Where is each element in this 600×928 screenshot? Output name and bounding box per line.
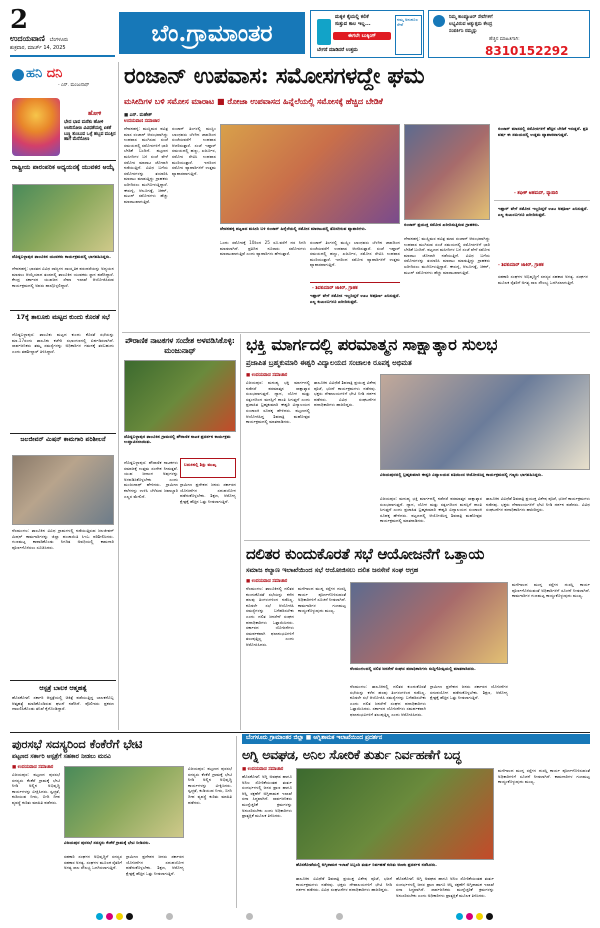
council-photo bbox=[64, 766, 184, 838]
registration-mark bbox=[166, 913, 173, 920]
story-body: ಹೊಸಕೋಟೆ: ಸರ್ಕಾರಿ ಆಸ್ಪತ್ರೆಯಲ್ಲಿ ಚಿಕಿತ್ಸೆ ಪಡೆಯುತ್ತಿದ್ದ ಬಾಲಕನೊಬ್ಬ ಆತ್ಮಹತ್ಯೆ ಮಾಡಿಕೊಂಡಿರುವ ಘಟನೆ ನಡೆದಿದೆ. ಪೊಲೀಸರು ಪ್ರಕರಣ ದಾಖಲಿಸಿಕೊಂಡು ತನಿಖೆ ಕೈಗೊಂಡಿದ್ದಾರೆ. bbox=[12, 695, 114, 712]
lead-photo-buyers bbox=[404, 124, 490, 220]
fire-body-2: ತಾಲೂಕಿನ ವಿವಿಧೆಡೆ ಶಿವರಾತ್ರಿ ಪ್ರಯುಕ್ತ ವಿಶೇಷ ಪೂಜೆ, ಭಜನೆ ಕಾರ್ಯಕ್ರಮಗಳು ನಡೆದವು. ಭಕ್ತರು ದೇವಾಲಯಗಳಿಗೆ ಭೇಟಿ ನೀಡಿ ದರ್ಶನ ಪಡೆದರು. ವಿವಿಧ ಸಂಘಟನೆಗಳ ಪದಾಧಿಕಾರಿಗಳು ಹಾಜರಿದ್ದರು. bbox=[296, 876, 392, 893]
registration-mark bbox=[126, 913, 133, 920]
fire-headline: ಅಗ್ನಿ ಅವಘಡ, ಅನಿಲ ಸೋರಿಕೆ ತುರ್ತು ನಿರ್ವಹಣೆಗೆ ಬದ್ಧ bbox=[242, 747, 461, 762]
drama-body-2: ಗ್ರಾಮೀಣ ಪ್ರದೇಶದ ಜನರು ಸರ್ಕಾರದ ಯೋಜನೆಗಳ ಸದುಪಯೋಗ ಪಡೆದುಕೊಳ್ಳಬೇಕು. ಶಿಕ್ಷಣ, ಆರೋಗ್ಯ ಕ್ಷೇತ್ರಕ್ಕೆ ಹೆಚ್ಚಿನ ಒತ್ತು ನೀಡಲಾಗುತ್ತಿದೆ. bbox=[180, 482, 236, 504]
dalit-place: ■ ಉದಯವಾಣಿ ಸಮಾಚಾರ bbox=[246, 579, 288, 584]
lead-byline: ■ ಎನ್. ಮಹೇಶ್ bbox=[124, 113, 153, 118]
bhakti-subhead: ಪ್ರಜಾಪಿತ ಬ್ರಹ್ಮಕುಮಾರಿ ಈಶ್ವರಿ ವಿದ್ಯಾಲಯದ ಸಂಚಾಲಕಿ ರೂಪಕ್ಕ ಅಭಿಮತ bbox=[246, 359, 412, 367]
ad2-contact-label: ಹೆಚ್ಚಿನ ಮಾಹಿತಿಗಾಗಿ: bbox=[489, 37, 520, 42]
dalit-headline: ದಲಿತರ ಕುಂದುಕೊರತೆ ಸಭೆ ಆಯೋಜನೆಗೆ ಒತ್ತಾಯ bbox=[246, 545, 485, 563]
council-caption: ವಿಜಯಪುರ ಪುರಸಭೆ ಸದಸ್ಯರು ಕೆಂಕೆರೆ ಗ್ರಾಮಕ್ಕೆ ಭೇಟಿ ನೀಡಿದರು. bbox=[64, 840, 151, 845]
ad2-line-2: ಲಭ್ಯವಿರುವ ಅತ್ಯುತ್ತಮ ಕೇಂದ್ರ bbox=[449, 22, 493, 27]
registration-mark bbox=[106, 913, 113, 920]
registration-mark bbox=[486, 913, 493, 920]
lead-photo-caption-2: ರಂಜಾನ್ ಪ್ರಯುಕ್ತ ಸಮೋಸ ಖರೀದಿಸುತ್ತಿರುವ ಗ್ರಾಹಕರು. bbox=[404, 222, 480, 227]
drama-body: ದೊಡ್ಡಬಳ್ಳಾಪುರ: ಪೌರಾಣಿಕ ನಾಟಕಗಳು ಸಮಾಜಕ್ಕೆ ಉತ್ತಮ ಸಂದೇಶ ನೀಡುತ್ತವೆ. ಯುವ ಜನಾಂಗ ಅವುಗಳನ್ನು ಅಳವಡಿಸಿಕೊಳ್ಳಬೇಕು ಎಂದು ಮಂಜುನಾಥ್ ಹೇಳಿದರು. ಗ್ರಾಮೀಣ ಕಲೆಗಳನ್ನು ಉಳಿಸಿ ಬೆಳೆಸುವ ಜವಾಬ್ದಾರಿ ಎಲ್ಲರ ಮೇಲಿದೆ. bbox=[124, 460, 178, 499]
hani-dani-logo bbox=[12, 66, 112, 90]
registration-mark bbox=[336, 913, 343, 920]
bhakti-body-1: ವಿಜಯಪುರ: ಮನುಷ್ಯ ಭಕ್ತಿ ಮಾರ್ಗದಲ್ಲಿ ನಡೆದರೆ ಪರಮಾತ್ಮನ ಸಾಕ್ಷಾತ್ಕಾರ ಸುಲಭವಾಗುತ್ತದೆ. ಧ್ಯಾನ, ಯೋಗ ಮತ್ತು ಸತ್ಸಂಗದಿಂದ ಮನಸ್ಸಿಗೆ ಶಾಂತಿ ಸಿಗುತ್ತದೆ ಎಂದು ಪ್ರಜಾಪಿತ ಬ್ರಹ್ಮಕುಮಾರಿ ಈಶ್ವರಿ ವಿದ್ಯಾಲಯದ ಸಂಚಾಲಕಿ ರೂಪಕ್ಕ ಹೇಳಿದರು. ಪಟ್ಟಣದಲ್ಲಿ ಆಯೋಜಿಸಿದ್ದ ಶಿವರಾತ್ರಿ ಮಹೋತ್ಸವ ಕಾರ್ಯಕ್ರಮದಲ್ಲಿ ಮಾತನಾಡಿದರು. bbox=[246, 380, 310, 425]
paper-name bbox=[10, 34, 68, 44]
page-number: 2 bbox=[10, 5, 29, 35]
dalit-subhead: ಸಮಾಜ ಕಲ್ಯಾಣ ಇಲಾಖೆಯಿಂದ ಸಭೆ ಆಯೋಜಿಸಲು ದಲಿತ ಜನಸೇನೆ ಸಂಘ ಆಗ್ರಹ bbox=[246, 566, 419, 574]
lead-subhead: ಮಸೀದಿಗಳ ಬಳಿ ಸಮೋಸ ಮಾರಾಟ ■ ರೋಜಾ ಉಪವಾಸದ ಹಿನ್ನೆಲೆಯಲ್ಲಿ ಸಮೋಸಕ್ಕೆ ಹೆಚ್ಚಿದ ಬೇಡಿಕೆ bbox=[124, 97, 383, 106]
lead-body-2: ಒಂದು ಸಮೋಸಕ್ಕೆ 10ರಿಂದ 25 ರೂ.ವರೆಗೆ ದರ ನಿಗದಿ ಮಾಡಲಾಗಿದೆ. ಪ್ರತಿದಿನ ನೂರಾರು ಸಮೋಸಗಳು ಮಾರಾಟವಾಗುತ್ತಿವೆ ಎಂದು ವ್ಯಾಪಾರಿಗಳು ಹೇಳುತ್ತಾರೆ. bbox=[220, 240, 306, 257]
lead-quote-author: - ಶಿವಕುಮಾರ್ ಜಾಕಿರ್, ಗ್ರಾಹಕ bbox=[312, 286, 358, 291]
lead-body-1b: ರಂಜಾನ್ ತಿಂಗಳಲ್ಲಿ ಮುಸ್ಲಿಂ ಬಾಂಧವರು ಬೆಳಗಿನ ಜಾವದಿಂದ ಸಂಜೆಯವರೆಗೆ ಉಪವಾಸ ಆಚರಿಸುತ್ತಾರೆ. ಸಂಜೆ ಇಫ್ತಾರ್ ಸಮಯದಲ್ಲಿ ಹಣ್ಣು, ಖರ್ಜೂರ, ಸಮೋಸ ಸೇವಿಸಿ ಉಪವಾಸ ಮುರಿಯುತ್ತಾರೆ. ಇದರಿಂದ ಸಮೋಸ ವ್ಯಾಪಾರಿಗಳಿಗೆ ಉತ್ತಮ ವ್ಯಾಪಾರವಾಗುತ್ತಿದೆ. bbox=[172, 126, 216, 176]
lead-body-4: ದೇವನಹಳ್ಳಿ: ಮುಸ್ಲಿಮರ ಪವಿತ್ರ ಮಾಸ ರಂಜಾನ್ ಆರಂಭವಾಗಿದ್ದು ಉಪವಾಸ ಮುಗಿಸುವ ಸಂಜೆ ಸಮಯದಲ್ಲಿ ಸಮೋಸಗಳಿಗೆ ಭಾರಿ ಬೇಡಿಕೆ ಬಂದಿದೆ. ಪಟ್ಟಣದ ಮಸೀದಿಗಳ ಬಳಿ ಸಂಜೆ ವೇಳೆ ಸಮೋಸ ಮಾರಾಟ ಜೋರಾಗಿ ನಡೆಯುತ್ತಿದೆ. ವಿವಿಧ ಬಗೆಯ ಸಮೋಸಗಳನ್ನು ತಯಾರಿಸಿ ಮಾರಾಟ ಮಾಡುತ್ತಿದ್ದು ಗ್ರಾಹಕರು ಖರೀದಿಸಲು ಮುಗಿಬೀಳುತ್ತಿದ್ದಾರೆ. ಈರುಳ್ಳಿ, ಆಲೂಗಡ್ಡೆ, ಚಿಕನ್, ಮಟನ್ ಸಮೋಸಗಳು ಹೆಚ್ಚು ಮಾರಾಟವಾಗುತ್ತಿವೆ. bbox=[404, 236, 490, 275]
drama-sidebox bbox=[180, 458, 236, 478]
fire-body-1: ಹೊಸಕೋಟೆ: ಅಗ್ನಿ ಅವಘಡ ಹಾಗೂ ಅನಿಲ ಸೋರಿಕೆಯಂತಹ ತುರ್ತು ಸಂದರ್ಭಗಳಲ್ಲಿ ಜನರ ಪ್ರಾಣ ಹಾಗೂ ಆಸ್ತಿ ರಕ್ಷಣೆಗೆ ಅಗ್ನಿಶಾಮಕ ಇಲಾಖೆ ಸದಾ ಸಿದ್ಧವಾಗಿದೆ. ಸಾರ್ವಜನಿಕರು ಮುನ್ನೆಚ್ಚರಿಕೆ ಕ್ರಮಗಳನ್ನು ಅನುಸರಿಸಬೇಕು ಎಂದು ಅಧಿಕಾರಿಗಳು ಪ್ರಾತ್ಯಕ್ಷಿಕೆ ಮೂಲಕ ತಿಳಿಸಿದರು. bbox=[242, 774, 292, 819]
lead-quote-text: ಇಫ್ತಾರ್ ವೇಳೆ ಸಮೋಸ ಇಲ್ಲದಿದ್ದರೆ ಊಟ ಅಪೂರ್ಣ ಎನಿಸುತ್ತದೆ. ಎಲ್ಲ ಕುಟುಂಬಗಳೂ ಖರೀದಿಸುತ್ತವೆ. bbox=[310, 293, 400, 304]
story-body: ನೆಲಮಂಗಲ: ತಾಲೂಕಿನ ವಿವಿಧ ಗ್ರಾಮಗಳಲ್ಲಿ ನಡೆಯುತ್ತಿರುವ ಜಲಜೀವನ್ ಮಿಷನ್ ಕಾಮಗಾರಿಗಳನ್ನು ಜಿಲ್ಲಾ ಪಂಚಾಯಿತಿ ಸಿಇಒ ಪರಿಶೀಲಿಸಿದರು. ಗುಣಮಟ್ಟ ಕಾಪಾಡಿಕೊಂಡು ನಿಗದಿತ ಅವಧಿಯಲ್ಲಿ ಕಾಮಗಾರಿ ಪೂರ್ಣಗೊಳಿಸಲು ಸೂಚಿಸಿದರು. bbox=[12, 528, 114, 550]
fire-place: ■ ಉದಯವಾಣಿ ಸಮಾಚಾರ bbox=[242, 767, 284, 772]
dalit-body-5: ಮಳೆಗಾಲದ ಮುನ್ನ ರಸ್ತೆಗಳ ದುರಸ್ತಿ ಕಾರ್ಯ ಪೂರ್ಣಗೊಳಿಸುವಂತೆ ಅಧಿಕಾರಿಗಳಿಗೆ ಸೂಚನೆ ನೀಡಲಾಗಿದೆ. ಕಾಮಗಾರಿಗಳ ಗುಣಮಟ್ಟ ಕಾಯ್ದುಕೊಳ್ಳುವುದು ಮುಖ್ಯ. bbox=[512, 582, 590, 599]
lead-quote-2-author: - ಶಿವಕುಮಾರ್ ಜಾಕಿರ್, ಗ್ರಾಹಕ bbox=[498, 263, 544, 268]
fire-body-4: ಮಳೆಗಾಲದ ಮುನ್ನ ರಸ್ತೆಗಳ ದುರಸ್ತಿ ಕಾರ್ಯ ಪೂರ್ಣಗೊಳಿಸುವಂತೆ ಅಧಿಕಾರಿಗಳಿಗೆ ಸೂಚನೆ ನೀಡಲಾಗಿದೆ. ಕಾಮಗಾರಿಗಳ ಗುಣಮಟ್ಟ ಕಾಯ್ದುಕೊಳ್ಳುವುದು ಮುಖ್ಯ. bbox=[498, 768, 590, 785]
section-divider bbox=[10, 732, 590, 733]
drop-icon bbox=[12, 69, 24, 81]
registration-mark bbox=[246, 913, 253, 920]
lead-quote-1: ರಂಜಾನ್ ಮಾಸದಲ್ಲಿ ಸಮೋಸಗಳಿಗೆ ಹೆಚ್ಚಿನ ಬೇಡಿಕೆ ಇರುತ್ತದೆ. ಪ್ರತಿ ವರ್ಷ ಈ ಸಮಯದಲ್ಲಿ ಉತ್ತಮ ವ್ಯಾಪಾರವಾಗುತ್ತದೆ. bbox=[498, 126, 588, 137]
right-rail-text: ಸಹಕಾರಿ ಸಂಘಗಳ ಅಭಿವೃದ್ಧಿಗೆ ಸದಸ್ಯರ ಸಹಕಾರ ಅಗತ್ಯ. ಸಂಘಗಳ ಮೂಲಕ ರೈತರಿಗೆ ಅಗತ್ಯ ಸಾಲ ಸೌಲಭ್ಯ ಒದಗಿಸಲಾಗುತ್ತಿದೆ. bbox=[498, 274, 588, 285]
story-heading: ಜಲಜೀವನ್ ಮಿಷನ್ ಕಾಮಗಾರಿ ಪರಿಶೀಲನೆ bbox=[20, 436, 106, 443]
bhakti-body-2: ತಾಲೂಕಿನ ವಿವಿಧೆಡೆ ಶಿವರಾತ್ರಿ ಪ್ರಯುಕ್ತ ವಿಶೇಷ ಪೂಜೆ, ಭಜನೆ ಕಾರ್ಯಕ್ರಮಗಳು ನಡೆದವು. ಭಕ್ತರು ದೇವಾಲಯಗಳಿಗೆ ಭೇಟಿ ನೀಡಿ ದರ್ಶನ ಪಡೆದರು. ವಿವಿಧ ಸಂಘಟನೆಗಳ ಪದಾಧಿಕಾರಿಗಳು ಹಾಜರಿದ್ದರು. bbox=[314, 380, 376, 408]
lead-quote-box bbox=[310, 282, 400, 326]
ad-pill: ಈಗಲೇ ಬುಕ್ಕಿಂಗ್ bbox=[333, 32, 391, 40]
divider bbox=[10, 310, 116, 311]
bhakti-photo bbox=[380, 374, 590, 470]
dalit-body-2: ಮಳೆಗಾಲದ ಮುನ್ನ ರಸ್ತೆಗಳ ದುರಸ್ತಿ ಕಾರ್ಯ ಪೂರ್ಣಗೊಳಿಸುವಂತೆ ಅಧಿಕಾರಿಗಳಿಗೆ ಸೂಚನೆ ನೀಡಲಾಗಿದೆ. ಕಾಮಗಾರಿಗಳ ಗುಣಮಟ್ಟ ಕಾಯ್ದುಕೊಳ್ಳುವುದು ಮುಖ್ಯ. bbox=[298, 586, 346, 614]
fire-tag-strip bbox=[242, 734, 590, 744]
ad2-line-1: ನಿಮ್ಮ ಕಾಂಪ್ಯೂಟರ್ ಸೇವೆಗಳಿಗೆ bbox=[449, 15, 493, 20]
bhakti-place: ■ ಉದಯವಾಣಿ ಸಮಾಚಾರ bbox=[246, 373, 288, 378]
fire-caption: ಹೊಸಕೋಟೆಯಲ್ಲಿ ಅಗ್ನಿಶಾಮಕ ಇಲಾಖೆ ಸಿಬ್ಬಂದಿ ತುರ್ತು ನಿರ್ವಹಣೆ ಕುರಿತು ಅಣಕು ಪ್ರದರ್ಶನ ನಡೆಸಿದರು. bbox=[296, 862, 437, 867]
bhakti-caption: ವಿಜಯಪುರದಲ್ಲಿ ಬ್ರಹ್ಮಕುಮಾರಿ ಈಶ್ವರಿ ವಿದ್ಯಾಲಯದ ವತಿಯಿಂದ ಆಯೋಜಿಸಿದ್ದ ಕಾರ್ಯಕ್ರಮದಲ್ಲಿ ಗಣ್ಯರು ಭಾಗವಹಿಸಿದ್ದರು. bbox=[380, 472, 543, 477]
registration-mark bbox=[456, 913, 463, 920]
edition-label: ಬೆಂಗಳೂರು bbox=[49, 37, 69, 43]
lead-quote-2: ಇಫ್ತಾರ್ ವೇಳೆ ಸಮೋಸ ಇಲ್ಲದಿದ್ದರೆ ಊಟ ಅಪೂರ್ಣ ಎನಿಸುತ್ತದೆ. ಎಲ್ಲ ಕುಟುಂಬಗಳೂ ಖರೀದಿಸುತ್ತವೆ. bbox=[498, 206, 588, 217]
fire-photo bbox=[296, 768, 494, 860]
ad-line-2: ಸುತ್ತುವ ಕಾಲ ಇಲ್ಲ... bbox=[335, 21, 371, 27]
section-banner bbox=[119, 12, 305, 54]
bhakti-body-3: ವಿಜಯಪುರ: ಮನುಷ್ಯ ಭಕ್ತಿ ಮಾರ್ಗದಲ್ಲಿ ನಡೆದರೆ ಪರಮಾತ್ಮನ ಸಾಕ್ಷಾತ್ಕಾರ ಸುಲಭವಾಗುತ್ತದೆ. ಧ್ಯಾನ, ಯೋಗ ಮತ್ತು ಸತ್ಸಂಗದಿಂದ ಮನಸ್ಸಿಗೆ ಶಾಂತಿ ಸಿಗುತ್ತದೆ ಎಂದು ಪ್ರಜಾಪಿತ ಬ್ರಹ್ಮಕುಮಾರಿ ಈಶ್ವರಿ ವಿದ್ಯಾಲಯದ ಸಂಚಾಲಕಿ ರೂಪಕ್ಕ ಹೇಳಿದರು. ಪಟ್ಟಣದಲ್ಲಿ ಆಯೋಜಿಸಿದ್ದ ಶಿವರಾತ್ರಿ ಮಹೋತ್ಸವ ಕಾರ್ಯಕ್ರಮದಲ್ಲಿ ಮಾತನಾಡಿದರು. bbox=[380, 496, 482, 524]
lead-quote-1-author: - ಶಫೀಕ್ ಅಹಮದ್, ವ್ಯಾಪಾರಿ bbox=[514, 191, 558, 196]
header-rule bbox=[10, 55, 115, 57]
sidebar-divider bbox=[494, 200, 590, 201]
divider bbox=[10, 160, 116, 161]
lead-photo-caption-1: ದೇವನಹಳ್ಳಿ ಪಟ್ಟಣದ ಮಸೀದಿ ಬಳಿ ರಂಜಾನ್ ಹಿನ್ನೆಲೆಯಲ್ಲಿ ಸಮೋಸ ಮಾರಾಟದಲ್ಲಿ ತೊಡಗಿರುವ ವ್ಯಾಪಾರಿಗಳು. bbox=[220, 226, 367, 231]
ad2-line-3: ಸಂಪರ್ಕಿಸಿ ನಮ್ಮನ್ನು bbox=[449, 29, 478, 34]
ad2-phone-number: 8310152292 bbox=[485, 44, 569, 58]
divider bbox=[10, 433, 116, 434]
registration-mark bbox=[476, 913, 483, 920]
section-divider bbox=[244, 540, 590, 541]
lead-body-3: ರಂಜಾನ್ ತಿಂಗಳಲ್ಲಿ ಮುಸ್ಲಿಂ ಬಾಂಧವರು ಬೆಳಗಿನ ಜಾವದಿಂದ ಸಂಜೆಯವರೆಗೆ ಉಪವಾಸ ಆಚರಿಸುತ್ತಾರೆ. ಸಂಜೆ ಇಫ್ತಾರ್ ಸಮಯದಲ್ಲಿ ಹಣ್ಣು, ಖರ್ಜೂರ, ಸಮೋಸ ಸೇವಿಸಿ ಉಪವಾಸ ಮುರಿಯುತ್ತಾರೆ. ಇದರಿಂದ ಸಮೋಸ ವ್ಯಾಪಾರಿಗಳಿಗೆ ಉತ್ತಮ ವ್ಯಾಪಾರವಾಗುತ್ತಿದೆ. bbox=[310, 240, 400, 268]
holi-poem: ಭೇದ ಭಾವ ಮರೆತು ಹೋಳಿ ಆಚರಿಸೋಣ ವಿವಿಧತೆಯಲ್ಲಿ ಏಕತೆ ಬಣ್ಣ ತುಂಬುವ ಒಳ್ಳೆ ಹಬ್ಬವ ಮುತ್ತಿನ ಹಾಗೆ ಮೆರೆಸೋಣ bbox=[64, 120, 116, 143]
advertisement-right bbox=[428, 10, 590, 58]
lead-sidebar bbox=[494, 124, 590, 330]
story-photo bbox=[12, 184, 114, 252]
dalit-body-1: ನೆಲಮಂಗಲ: ತಾಲೂಕಿನಲ್ಲಿ ದಲಿತರ ಕುಂದುಕೊರತೆ ಸಭೆಯನ್ನು ಕಳೆದ ಹಲವು ತಿಂಗಳುಗಳಿಂದ ನಡೆಸಿಲ್ಲ. ಕೂಡಲೇ ಸಭೆ ಆಯೋಜಿಸಿ ಸಮಸ್ಯೆಗಳನ್ನು ಬಗೆಹರಿಸಬೇಕು ಎಂದು ದಲಿತ ಜನಸೇನೆ ಸಂಘದ ಪದಾಧಿಕಾರಿಗಳು ಒತ್ತಾಯಿಸಿದರು. ಸರ್ಕಾರದ ಯೋಜನೆಗಳು ಸಮರ್ಪಕವಾಗಿ ಫಲಾನುಭವಿಗಳಿಗೆ ತಲುಪುತ್ತಿಲ್ಲ ಎಂದು ಆರೋಪಿಸಿದರು. bbox=[246, 586, 294, 647]
ad-line-1: ಮಕ್ಕಳ ಕೈಯಲ್ಲಿ ಕಲಿಕೆ bbox=[335, 14, 369, 20]
column-byline: - ಎನ್. ಮಂಜುನಾಥ್ bbox=[58, 83, 90, 88]
paper-name-text: ಉದಯವಾಣಿ bbox=[10, 34, 45, 43]
holi-illustration bbox=[12, 98, 60, 156]
story-heading: 17ಕ್ಕೆ ತಾಲೂಕು ಮಟ್ಟದ ಕುಂದು ಕೊರತೆ ಸಭೆ bbox=[16, 313, 110, 321]
drama-headline: ಪೌರಾಣಿಕ ನಾಟಕಗಳ ಸಂದೇಶ ಅಳವಡಿಸಿಕೊಳ್ಳಿ: ಮಂಜುನಾಥ್ bbox=[125, 336, 235, 355]
lead-place: ಉದಯವಾಣಿ ಸಮಾಚಾರ bbox=[124, 119, 160, 124]
dalit-caption: ನೆಲಮಂಗಲದಲ್ಲಿ ದಲಿತ ಜನಸೇನೆ ಸಂಘದ ಪದಾಧಿಕಾರಿಗಳು ಸುದ್ದಿಗೋಷ್ಠಿಯಲ್ಲಿ ಮಾತನಾಡಿದರು. bbox=[350, 666, 476, 671]
ad-line-3: ಬೇಗನೆ ಮಾಡಿದರೆ ಉತ್ತಮ bbox=[317, 48, 358, 53]
dalit-body-3: ನೆಲಮಂಗಲ: ತಾಲೂಕಿನಲ್ಲಿ ದಲಿತರ ಕುಂದುಕೊರತೆ ಸಭೆಯನ್ನು ಕಳೆದ ಹಲವು ತಿಂಗಳುಗಳಿಂದ ನಡೆಸಿಲ್ಲ. ಕೂಡಲೇ ಸಭೆ ಆಯೋಜಿಸಿ ಸಮಸ್ಯೆಗಳನ್ನು ಬಗೆಹರಿಸಬೇಕು ಎಂದು ದಲಿತ ಜನಸೇನೆ ಸಂಘದ ಪದಾಧಿಕಾರಿಗಳು ಒತ್ತಾಯಿಸಿದರು. ಸರ್ಕಾರದ ಯೋಜನೆಗಳು ಸಮರ್ಪಕವಾಗಿ ಫಲಾನುಭವಿಗಳಿಗೆ ತಲುಪುತ್ತಿಲ್ಲ ಎಂದು ಆರೋಪಿಸಿದರು. bbox=[350, 684, 426, 717]
lead-headline: ರಂಜಾನ್ ಉಪವಾಸ: ಸಮೋಸಗಳದ್ದೇ ಘಮ bbox=[124, 63, 425, 89]
fire-body-3: ಹೊಸಕೋಟೆ: ಅಗ್ನಿ ಅವಘಡ ಹಾಗೂ ಅನಿಲ ಸೋರಿಕೆಯಂತಹ ತುರ್ತು ಸಂದರ್ಭಗಳಲ್ಲಿ ಜನರ ಪ್ರಾಣ ಹಾಗೂ ಆಸ್ತಿ ರಕ್ಷಣೆಗೆ ಅಗ್ನಿಶಾಮಕ ಇಲಾಖೆ ಸದಾ ಸಿದ್ಧವಾಗಿದೆ. ಸಾರ್ವಜನಿಕರು ಮುನ್ನೆಚ್ಚರಿಕೆ ಕ್ರಮಗಳನ್ನು ಅನುಸರಿಸಬೇಕು ಎಂದು ಅಧಿಕಾರಿಗಳು ಪ್ರಾತ್ಯಕ್ಷಿಕೆ ಮೂಲಕ ತಿಳಿಸಿದರು. bbox=[396, 876, 494, 898]
lead-body-1: ದೇವನಹಳ್ಳಿ: ಮುಸ್ಲಿಮರ ಪವಿತ್ರ ಮಾಸ ರಂಜಾನ್ ಆರಂಭವಾಗಿದ್ದು ಉಪವಾಸ ಮುಗಿಸುವ ಸಂಜೆ ಸಮಯದಲ್ಲಿ ಸಮೋಸಗಳಿಗೆ ಭಾರಿ ಬೇಡಿಕೆ ಬಂದಿದೆ. ಪಟ್ಟಣದ ಮಸೀದಿಗಳ ಬಳಿ ಸಂಜೆ ವೇಳೆ ಸಮೋಸ ಮಾರಾಟ ಜೋರಾಗಿ ನಡೆಯುತ್ತಿದೆ. ವಿವಿಧ ಬಗೆಯ ಸಮೋಸಗಳನ್ನು ತಯಾರಿಸಿ ಮಾರಾಟ ಮಾಡುತ್ತಿದ್ದು ಗ್ರಾಹಕರು ಖರೀದಿಸಲು ಮುಗಿಬೀಳುತ್ತಿದ್ದಾರೆ. ಈರುಳ್ಳಿ, ಆಲೂಗಡ್ಡೆ, ಚಿಕನ್, ಮಟನ್ ಸಮೋಸಗಳು ಹೆಚ್ಚು ಮಾರಾಟವಾಗುತ್ತಿವೆ. bbox=[124, 126, 168, 204]
drama-photo bbox=[124, 360, 236, 432]
registration-mark bbox=[116, 913, 123, 920]
story-body: ದೊಡ್ಡಬಳ್ಳಾಪುರ: ತಾಲೂಕು ಮಟ್ಟದ ಕುಂದು ಕೊರತೆ ಸಭೆಯನ್ನು ಮಾ.17ರಂದು ತಾಲೂಕು ಕಚೇರಿ ಸಭಾಂಗಣದಲ್ಲಿ ಏರ್ಪಡಿಸಲಾಗಿದೆ. ಸಾರ್ವಜನಿಕರು ತಮ್ಮ ಸಮಸ್ಯೆಗಳನ್ನು ಅಧಿಕಾರಿಗಳ ಗಮನಕ್ಕೆ ತರಬಹುದು ಎಂದು ತಹಶೀಲ್ದಾರ್ ತಿಳಿಸಿದ್ದಾರೆ. bbox=[12, 332, 114, 354]
ad-side-box: ನಮ್ಮ ಅನುಕೂಲ ಸೇವೆ bbox=[395, 15, 422, 55]
column-divider bbox=[118, 62, 119, 730]
council-place: ■ ಉದಯವಾಣಿ ಸಮಾಚಾರ bbox=[12, 765, 54, 770]
drama-caption: ದೊಡ್ಡಬಳ್ಳಾಪುರ ತಾಲೂಕಿನ ಗ್ರಾಮದಲ್ಲಿ ಪೌರಾಣಿಕ ನಾಟಕ ಪ್ರದರ್ಶನ ಕಾರ್ಯಕ್ರಮ ಉದ್ಘಾಟಿಸಲಾಯಿತು. bbox=[124, 434, 231, 445]
section-divider bbox=[122, 332, 590, 333]
phone-illustration bbox=[317, 19, 331, 45]
council-subhead: ಪಟ್ಟಣದ ಸರ್ಕಾರಿ ಆಸ್ಪತ್ರೆಗೆ ಸಹಕಾರ ನೀಡಲು ಮನವಿ bbox=[12, 753, 111, 760]
story-body: ದೇವನಹಳ್ಳಿ: ಭಾರತದ ವಿವಿಧ ರಾಜ್ಯಗಳ ಸಾಂಸ್ಕೃತಿಕ ಪರಂಪರೆಯನ್ನು ಅಧ್ಯಯನ ಮಾಡಲು ಆಯ್ಕೆಯಾದ ತಂಡದಲ್ಲಿ ತಾಲೂಕಿನ ಯುವಕರು ಸ್ಥಾನ ಪಡೆದಿದ್ದಾರೆ. ಕೇಂದ್ರ ಸರ್ಕಾರದ ಯುವಜನ ಸೇವಾ ಇಲಾಖೆ ಆಯೋಜಿಸಿರುವ ಕಾರ್ಯಕ್ರಮದಲ್ಲಿ ಅವರು ಪಾಲ್ಗೊಳ್ಳಲಿದ್ದಾರೆ. bbox=[12, 266, 114, 288]
registration-mark bbox=[96, 913, 103, 920]
section-title: ಬೆಂ.ಗ್ರಾಮಾಂತರ bbox=[151, 19, 273, 47]
council-body-4: ವಿಜಯಪುರ: ಪಟ್ಟಣದ ಪುರಸಭೆ ಸದಸ್ಯರು ಕೆಂಕೆರೆ ಗ್ರಾಮಕ್ಕೆ ಭೇಟಿ ನೀಡಿ ಅಲ್ಲಿನ ಅಭಿವೃದ್ಧಿ ಕಾರ್ಯಗಳನ್ನು ವೀಕ್ಷಿಸಿದರು. ಸ್ವಚ್ಛತೆ, ಕುಡಿಯುವ ನೀರು, ಬೀದಿ ದೀಪ ವ್ಯವಸ್ಥೆ ಕುರಿತು ಮಾಹಿತಿ ಪಡೆದರು. bbox=[188, 766, 232, 805]
story-heading: ಆಸ್ಪತ್ರೆ ಬಾಲಕ ಆತ್ಮಹತ್ಯೆ bbox=[39, 684, 87, 692]
story-heading: ರಾಷ್ಟ್ರೀಯ ಪಾರಂಪರಿಕ ಅಧ್ಯಯನಕ್ಕೆ ಯುವಕರ ಆಯ್ಕೆ bbox=[11, 164, 115, 171]
council-body-3: ಗ್ರಾಮೀಣ ಪ್ರದೇಶದ ಜನರು ಸರ್ಕಾರದ ಯೋಜನೆಗಳ ಸದುಪಯೋಗ ಪಡೆದುಕೊಳ್ಳಬೇಕು. ಶಿಕ್ಷಣ, ಆರೋಗ್ಯ ಕ್ಷೇತ್ರಕ್ಕೆ ಹೆಚ್ಚಿನ ಒತ್ತು ನೀಡಲಾಗುತ್ತಿದೆ. bbox=[126, 854, 184, 876]
ad-logo-icon bbox=[433, 15, 445, 27]
council-body-1: ವಿಜಯಪುರ: ಪಟ್ಟಣದ ಪುರಸಭೆ ಸದಸ್ಯರು ಕೆಂಕೆರೆ ಗ್ರಾಮಕ್ಕೆ ಭೇಟಿ ನೀಡಿ ಅಲ್ಲಿನ ಅಭಿವೃದ್ಧಿ ಕಾರ್ಯಗಳನ್ನು ವೀಕ್ಷಿಸಿದರು. ಸ್ವಚ್ಛತೆ, ಕುಡಿಯುವ ನೀರು, ಬೀದಿ ದೀಪ ವ್ಯವಸ್ಥೆ ಕುರಿತು ಮಾಹಿತಿ ಪಡೆದರು. bbox=[12, 772, 60, 805]
lead-photo-samosa-stall bbox=[220, 124, 400, 224]
brand-dani: ದನಿ bbox=[46, 66, 63, 81]
fire-tag: ಬೆಂಗಳೂರು ಗ್ರಾಮಾಂತರ ಜಿಲ್ಲಾ ■ ಅಗ್ನಿಶಾಮಕ ಇಲಾಖೆಯಿಂದ ಪ್ರದರ್ಶನ bbox=[246, 735, 383, 741]
council-body-2: ಸಹಕಾರಿ ಸಂಘಗಳ ಅಭಿವೃದ್ಧಿಗೆ ಸದಸ್ಯರ ಸಹಕಾರ ಅಗತ್ಯ. ಸಂಘಗಳ ಮೂಲಕ ರೈತರಿಗೆ ಅಗತ್ಯ ಸಾಲ ಸೌಲಭ್ಯ ಒದಗಿಸಲಾಗುತ್ತಿದೆ. bbox=[64, 854, 122, 871]
divider bbox=[10, 680, 116, 681]
photo-caption: ದೊಡ್ಡಬಳ್ಳಾಪುರ ತಾಲೂಕಿನ ಯುವಕರು ಕಾರ್ಯಕ್ರಮದಲ್ಲಿ ಭಾಗವಹಿಸಿದ್ದರು. bbox=[12, 254, 111, 259]
story-photo bbox=[12, 455, 114, 525]
hani-dani-wordmark bbox=[26, 66, 62, 81]
column-divider bbox=[240, 334, 241, 730]
registration-mark bbox=[466, 913, 473, 920]
bhakti-headline: ಭಕ್ತಿ ಮಾರ್ಗದಲ್ಲಿ ಪರಮಾತ್ಮನ ಸಾಕ್ಷಾತ್ಕಾರ ಸುಲಭ bbox=[246, 335, 498, 354]
dalit-body-4: ಗ್ರಾಮೀಣ ಪ್ರದೇಶದ ಜನರು ಸರ್ಕಾರದ ಯೋಜನೆಗಳ ಸದುಪಯೋಗ ಪಡೆದುಕೊಳ್ಳಬೇಕು. ಶಿಕ್ಷಣ, ಆರೋಗ್ಯ ಕ್ಷೇತ್ರಕ್ಕೆ ಹೆಚ್ಚಿನ ಒತ್ತು ನೀಡಲಾಗುತ್ತಿದೆ. bbox=[430, 684, 508, 701]
bhakti-body-4: ತಾಲೂಕಿನ ವಿವಿಧೆಡೆ ಶಿವರಾತ್ರಿ ಪ್ರಯುಕ್ತ ವಿಶೇಷ ಪೂಜೆ, ಭಜನೆ ಕಾರ್ಯಕ್ರಮಗಳು ನಡೆದವು. ಭಕ್ತರು ದೇವಾಲಯಗಳಿಗೆ ಭೇಟಿ ನೀಡಿ ದರ್ಶನ ಪಡೆದರು. ವಿವಿಧ ಸಂಘಟನೆಗಳ ಪದಾಧಿಕಾರಿಗಳು ಹಾಜರಿದ್ದರು. bbox=[486, 496, 590, 513]
drama-sidebox-title: ಬದುಕಿನಲ್ಲಿ ಶಿಸ್ತು ಮುಖ್ಯ bbox=[184, 462, 217, 467]
council-headline: ಪುರಸಭೆ ಸದಸ್ಯರಿಂದ ಕೆಂಕೆರೆಗೆ ಭೇಟಿ bbox=[12, 737, 143, 751]
advertisement-left bbox=[310, 10, 424, 58]
brand-hani: ಹನಿ bbox=[26, 66, 43, 81]
holi-title: ಹೋಳಿ bbox=[88, 110, 102, 117]
dateline: ಶುಕ್ರವಾರ, ಮಾರ್ಚ್ 14, 2025 bbox=[10, 45, 66, 51]
dalit-photo bbox=[350, 582, 508, 664]
column-divider bbox=[236, 736, 237, 908]
